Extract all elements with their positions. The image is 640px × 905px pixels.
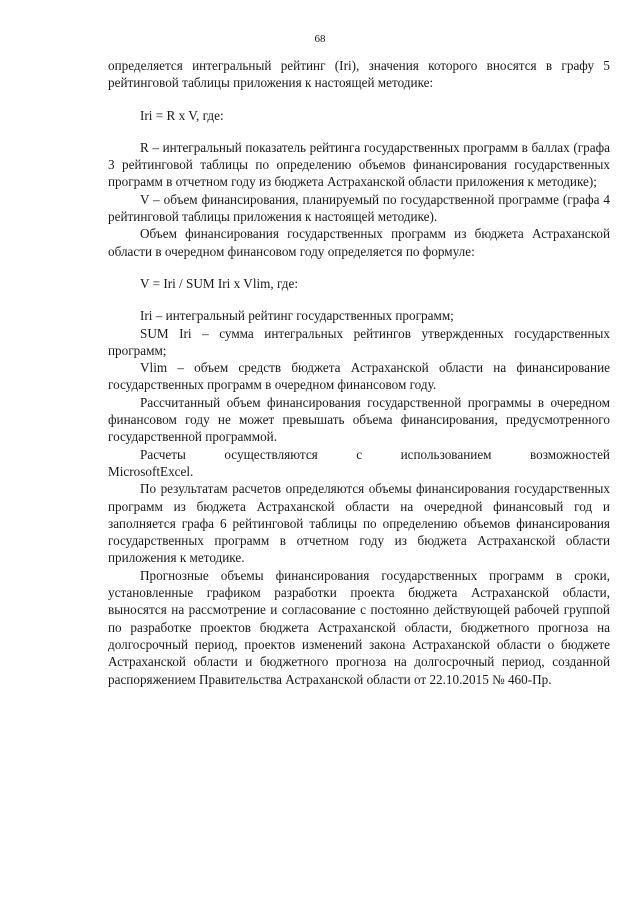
paragraph-forecast: Прогнозные объемы финансирования государственных программ в сроки, установленные графиком разработки проекта бюджета Астраханской области, выносятся на рассмотрение и согласование с постоянно действующей рабочей группой по разработке проектов бюджета Астраханской области, бюджетного прогноза на долгосрочный период, проектов изменений закона Астраханской области о бюджете Астраханской области и бюджетного прогноза на долгосрочный период, созданной распоряжением Правительства Астраханской области от 22.10.2015 № 460-Пр. [108,567,610,687]
paragraph-v-definition: V – объем финансирования, планируемый по государственной программе (графа 4 рейтинговой таблицы приложения к настоящей методике). [108,191,610,225]
paragraph-results: По результатам расчетов определяются объемы финансирования государственных программ из бюджета Астраханской области на очередной финансовый год и заполняется графа 6 рейтинговой таблицы по определению объемов финансирования государственных программ в отчетном году из бюджета Астраханской области приложения к методике. [108,481,610,566]
document-body [108,57,610,688]
paragraph-financing-volume: Объем финансирования государственных программ из бюджета Астраханской области в очередном финансовом году определяется по формуле: [108,226,610,259]
paragraph-iri-definition: Iri – интегральный рейтинг государственных программ; [140,308,454,324]
paragraph-vlim-definition: Vlim – объем средств бюджета Астраханской области на финансирование государственных программ в очередном финансовом году. [108,360,610,393]
formula-iri: Iri = R x V, где: [140,107,224,123]
paragraph-sum-iri-definition: SUM Iri – сумма интегральных рейтингов утвержденных государственных программ; [108,325,610,358]
page-number: 68 [314,33,326,45]
paragraph-calculations-line2: MicrosoftExcel. [108,463,194,479]
formula-v: V = Iri / SUM Iri x Vlim, где: [140,275,298,291]
paragraph-calculated-volume: Рассчитанный объем финансирования государственной программы в очередном финансовом году не может превышать объема финансирования, предусмотренного государственной программой. [108,394,610,445]
paragraph-intro: определяется интегральный рейтинг (Iri), значения которого вносятся в графу 5 рейтинговой таблицы приложения к настоящей методике: [108,58,610,91]
paragraph-calculations-line1: Расчеты осуществляются с использованием возможностей [140,446,610,462]
paragraph-r-definition: R – интегральный показатель рейтинга государственных программ в баллах (графа 3 рейтинговой таблицы по определению объемов финансирования государственных программ в отчетном году из бюджета Астраханской области приложения к методике); [108,139,610,190]
